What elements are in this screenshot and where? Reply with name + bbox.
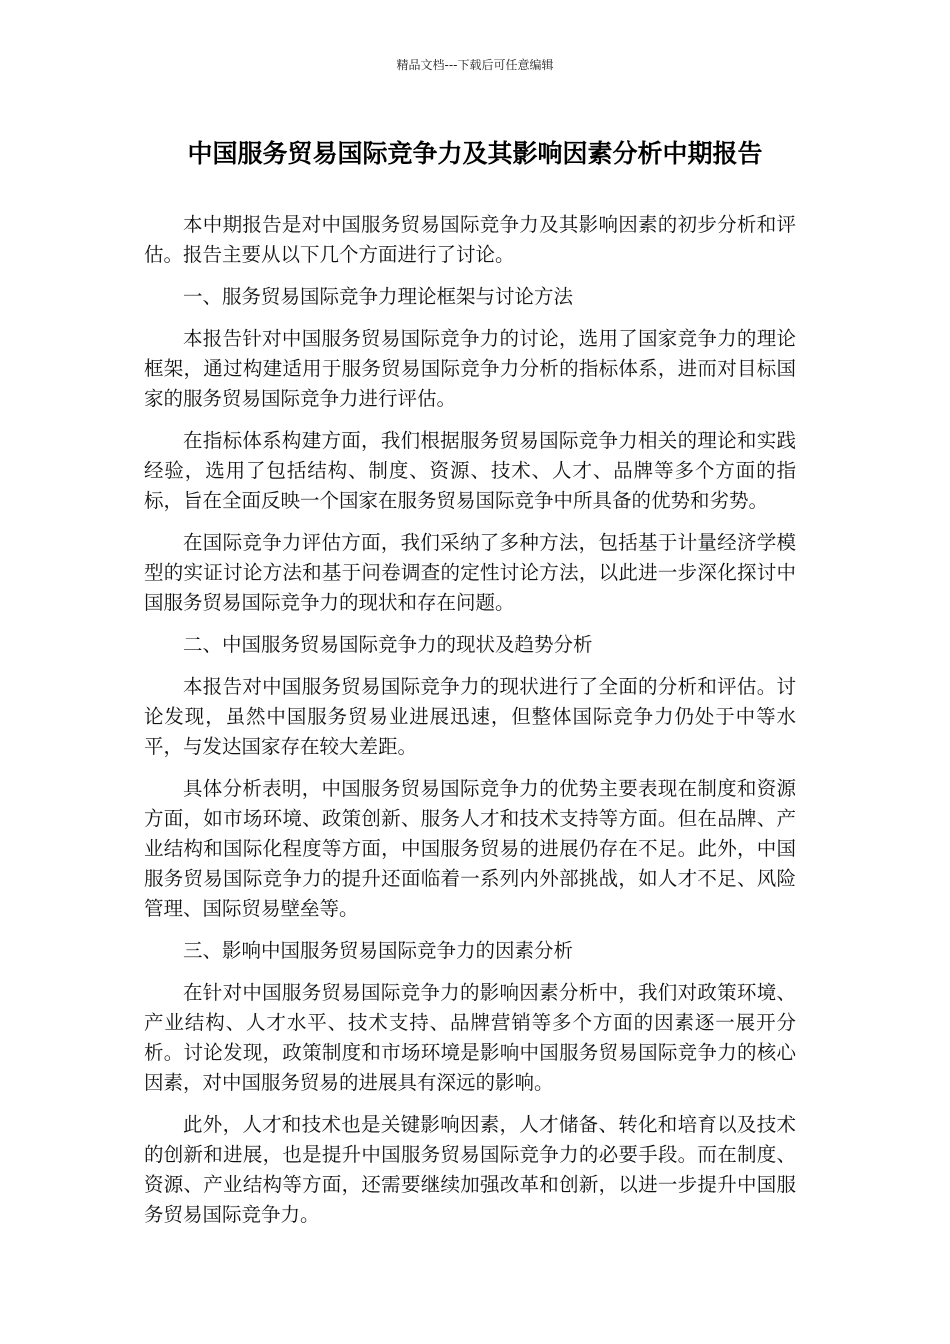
body-paragraph: 具体分析表明，中国服务贸易国际竞争力的优势主要表现在制度和资源方面，如市场环境、政策创新、服务人才和技术支持等方面。但在品牌、产业结构和国际化程度等方面，中国服务贸易的进展仍存在不足。此外，中国服务贸易国际竞争力的提升还面临着一系列内外部挑战，如人才不足、风险管理、国际贸易壁垒等。 xyxy=(144,777,796,920)
body-paragraph: 此外，人才和技术也是关键影响因素，人才储备、转化和培育以及技术的创新和进展，也是提升中国服务贸易国际竞争力的必要手段。而在制度、资源、产业结构等方面，还需要继续加强改革和创新，以进一步提升中国服务贸易国际竞争力。 xyxy=(144,1113,796,1226)
body-paragraph: 本报告针对中国服务贸易国际竞争力的讨论，选用了国家竞争力的理论框架，通过构建适用于服务贸易国际竞争力分析的指标体系，进而对目标国家的服务贸易国际竞争力进行评估。 xyxy=(144,327,796,410)
document-title: 中国服务贸易国际竞争力及其影响因素分析中期报告 xyxy=(187,139,763,168)
section-heading-3: 三、影响中国服务贸易国际竞争力的因素分析 xyxy=(183,939,574,962)
section-heading-2: 二、中国服务贸易国际竞争力的现状及趋势分析 xyxy=(183,633,593,656)
body-paragraph: 在指标体系构建方面，我们根据服务贸易国际竞争力相关的理论和实践经验，选用了包括结构、制度、资源、技术、人才、品牌等多个方面的指标，旨在全面反映一个国家在服务贸易国际竞争中所具备的优势和劣势。 xyxy=(144,429,796,512)
body-paragraph: 在针对中国服务贸易国际竞争力的影响因素分析中，我们对政策环境、产业结构、人才水平、技术支持、品牌营销等多个方面的因素逐一展开分析。讨论发现，政策制度和市场环境是影响中国服务贸易国际竞争力的核心因素，对中国服务贸易的进展具有深远的影响。 xyxy=(144,981,796,1094)
body-paragraph: 本报告对中国服务贸易国际竞争力的现状进行了全面的分析和评估。讨论发现，虽然中国服务贸易业进展迅速，但整体国际竞争力仍处于中等水平，与发达国家存在较大差距。 xyxy=(144,675,796,758)
body-paragraph: 在国际竞争力评估方面，我们采纳了多种方法，包括基于计量经济学模型的实证讨论方法和基于问卷调查的定性讨论方法，以此进一步深化探讨中国服务贸易国际竞争力的现状和存在问题。 xyxy=(144,531,796,614)
intro-paragraph: 本中期报告是对中国服务贸易国际竞争力及其影响因素的初步分析和评估。报告主要从以下几个方面进行了讨论。 xyxy=(144,213,796,266)
header-note: 精品文档---下载后可任意编辑 xyxy=(396,58,554,72)
document-body xyxy=(144,210,796,1242)
section-heading-1: 一、服务贸易国际竞争力理论框架与讨论方法 xyxy=(183,285,574,308)
